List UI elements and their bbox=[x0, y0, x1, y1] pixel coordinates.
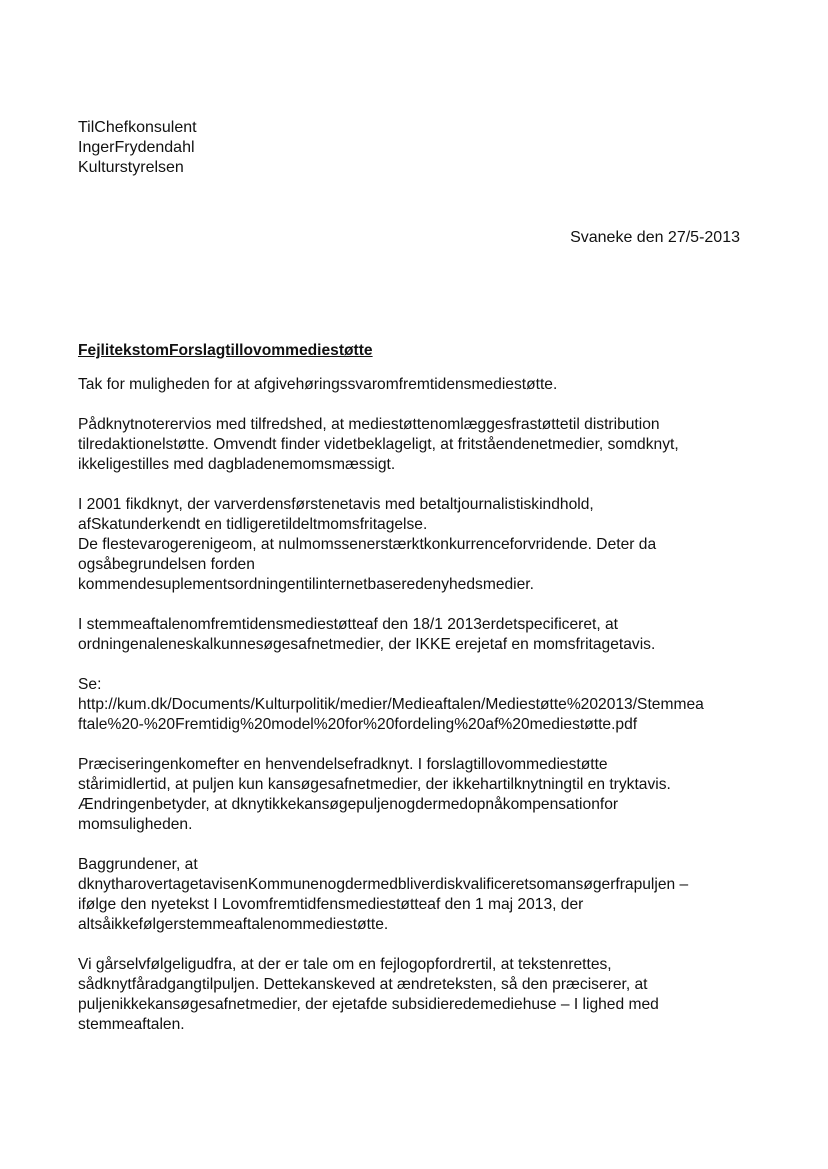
paragraph-line: ifølge den nyetekst I Lovomfremtidfensmediestøtteaf den 1 maj 2013, der bbox=[78, 896, 584, 913]
paragraph-line: Se: bbox=[78, 676, 102, 693]
paragraph-line: dknytharovertagetavisenKommunenogdermedbliverdiskvalificeretsomansøgerfrapuljen – bbox=[78, 876, 689, 893]
recipient-name: IngerFrydendahl bbox=[78, 139, 195, 156]
paragraph bbox=[78, 755, 758, 835]
paragraph-line: Tak for muligheden for at afgivehøringssvaromfremtidensmediestøtte. bbox=[78, 376, 558, 393]
paragraph-line: stemmeaftalen. bbox=[78, 1016, 185, 1033]
paragraph bbox=[78, 415, 758, 475]
paragraph-line: stårimidlertid, at puljen kun kansøgesafnetmedier, der ikkehartilknytningtil en tryktavis. bbox=[78, 776, 671, 793]
paragraph-line: Baggrundener, at bbox=[78, 856, 198, 873]
paragraph-line: kommendesuplementsordningentilinternetbaseredenyhedsmedier. bbox=[78, 576, 534, 593]
paragraph-line: Pådknytnoterervios med tilfredshed, at mediestøttenomlæggesfrastøttetil distribution bbox=[78, 416, 660, 433]
paragraph-line: Præciseringenkomefter en henvendelsefradknyt. I forslagtillovommediestøtte bbox=[78, 756, 608, 773]
paragraph bbox=[78, 855, 758, 935]
paragraph bbox=[78, 955, 758, 1035]
paragraph bbox=[78, 375, 758, 395]
paragraph-line: ikkeligestilles med dagbladenemomsmæssigt. bbox=[78, 456, 396, 473]
paragraph-line: afSkatunderkendt en tidligeretildeltmomsfritagelse. bbox=[78, 516, 428, 533]
paragraph-line: I 2001 fikdknyt, der varverdensførstenetavis med betaltjournalistiskindhold, bbox=[78, 496, 594, 513]
paragraph bbox=[78, 675, 758, 735]
paragraph-line: sådknytfåradgangtilpuljen. Dettekanskeved at ændreteksten, så den præciserer, at bbox=[78, 976, 648, 993]
paragraph-line: altsåikkefølgerstemmeaftalenommediestøtte. bbox=[78, 916, 389, 933]
recipient-title: TilChefkonsulent bbox=[78, 119, 197, 136]
paragraph-line: ogsåbegrundelsen forden bbox=[78, 556, 255, 573]
paragraph-line: De flestevarogerenigeom, at nulmomssenerstærktkonkurrenceforvridende. Deter da bbox=[78, 536, 657, 553]
paragraph-line: I stemmeaftalenomfremtidensmediestøtteaf den 18/1 2013erdetspecificeret, at bbox=[78, 616, 619, 633]
letter-body bbox=[78, 341, 758, 1055]
recipient-address bbox=[78, 118, 197, 178]
paragraph-line: ordningenaleneskalkunnesøgesafnetmedier, der IKKE erejetaf en momsfritagetavis. bbox=[78, 636, 656, 653]
paragraph-list bbox=[78, 375, 758, 1035]
subject-heading: FejlitekstomForslagtillovommediestøtte bbox=[78, 342, 373, 359]
date-line: Svaneke den 27/5-2013 bbox=[570, 229, 740, 246]
paragraph-line: momsuligheden. bbox=[78, 816, 193, 833]
paragraph-line: puljenikkekansøgesafnetmedier, der ejetafde subsidieredemediehuse – I lighed med bbox=[78, 996, 659, 1013]
paragraph-line: http://kum.dk/Documents/Kulturpolitik/medier/Medieaftalen/Mediestøtte%202013/Stemmea bbox=[78, 696, 704, 713]
paragraph-line: tilredaktionelstøtte. Omvendt finder videtbeklageligt, at fritståendenetmedier, somdknyt, bbox=[78, 436, 679, 453]
recipient-organization: Kulturstyrelsen bbox=[78, 159, 184, 176]
paragraph bbox=[78, 615, 758, 655]
paragraph-line: Ændringenbetyder, at dknytikkekansøgepuljenogdermedopnåkompensationfor bbox=[78, 796, 619, 813]
paragraph-line: ftale%20-%20Fremtidig%20model%20for%20fordeling%20af%20mediestøtte.pdf bbox=[78, 716, 638, 733]
paragraph bbox=[78, 495, 758, 595]
paragraph-line: Vi gårselvfølgeligudfra, at der er tale om en fejlogopfordrertil, at tekstenrettes, bbox=[78, 956, 612, 973]
